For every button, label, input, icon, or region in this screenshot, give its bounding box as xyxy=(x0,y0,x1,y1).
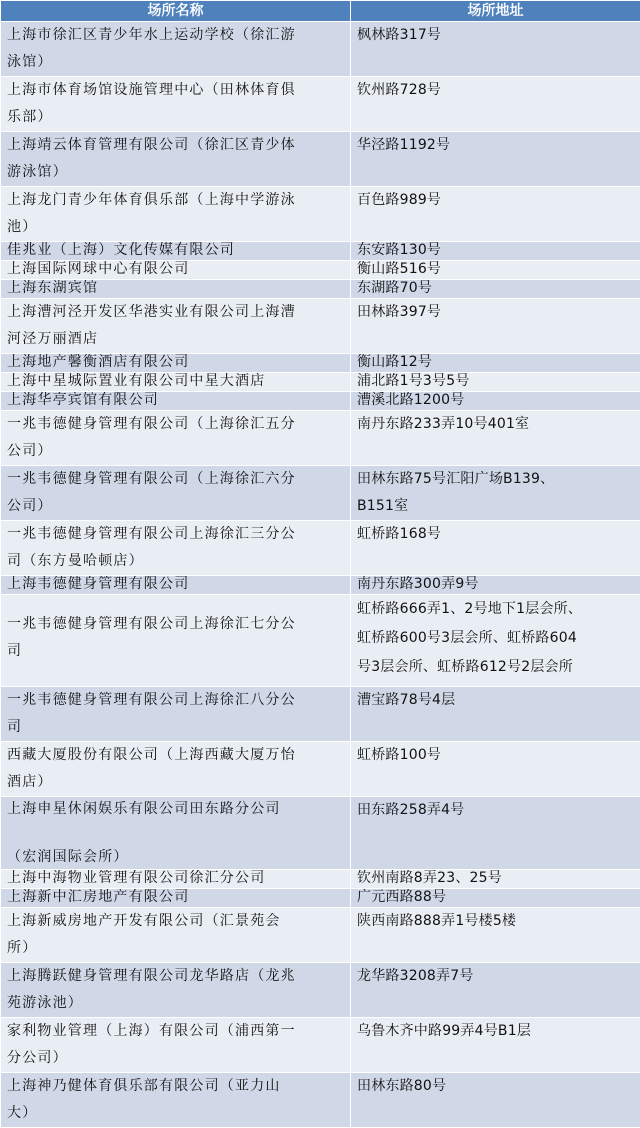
venue-address: 漕宝路78号4层 xyxy=(351,687,640,742)
venue-address: 陕西南路888弄1号楼5楼 xyxy=(351,908,640,963)
table-row xyxy=(1,354,640,373)
table-row xyxy=(1,687,640,742)
table-header-row xyxy=(1,1,640,22)
venue-name: 上海申星休闲娱乐有限公司田东路分公司 （宏润国际会所） xyxy=(1,797,351,870)
venue-address: 虹桥路168号 xyxy=(351,521,640,576)
venue-address: 广元西路88号 xyxy=(351,889,640,908)
venue-name: 上海靖云体育管理有限公司（徐汇区青少体 游泳馆） xyxy=(1,132,351,187)
venue-address: 衡山路12号 xyxy=(351,354,640,373)
venue-name: 一兆韦德健身管理有限公司上海徐汇七分公 司 xyxy=(1,595,351,687)
table-row xyxy=(1,373,640,392)
table-row xyxy=(1,742,640,797)
venue-address: 田林东路75号汇阳广场B139、 B151室 xyxy=(351,466,640,521)
table-row xyxy=(1,908,640,963)
venue-name: 西藏大厦股份有限公司（上海西藏大厦万怡 酒店） xyxy=(1,742,351,797)
venue-name: 上海国际网球中心有限公司 xyxy=(1,261,351,280)
venue-name: 上海新中汇房地产有限公司 xyxy=(1,889,351,908)
table-row xyxy=(1,187,640,242)
venue-name: 佳兆业（上海）文化传媒有限公司 xyxy=(1,242,351,261)
venue-address: 枫林路317号 xyxy=(351,22,640,77)
table-row xyxy=(1,963,640,1018)
venue-name: 上海腾跃健身管理有限公司龙华路店（龙兆 苑游泳池） xyxy=(1,963,351,1018)
venue-address: 东安路130号 xyxy=(351,242,640,261)
venue-address: 钦州南路8弄23、25号 xyxy=(351,870,640,889)
venue-address: 田林东路80号 xyxy=(351,1073,640,1128)
venue-address: 乌鲁木齐中路99弄4号B1层 xyxy=(351,1018,640,1073)
table-row xyxy=(1,889,640,908)
venue-address: 百色路989号 xyxy=(351,187,640,242)
table-row xyxy=(1,521,640,576)
venue-address: 虹桥路100号 xyxy=(351,742,640,797)
venue-address: 钦州路728号 xyxy=(351,77,640,132)
table-row xyxy=(1,299,640,354)
table-row xyxy=(1,1073,640,1128)
venue-name: 上海龙门青少年体育俱乐部（上海中学游泳 池） xyxy=(1,187,351,242)
venue-name: 上海市徐汇区青少年水上运动学校（徐汇游 泳馆） xyxy=(1,22,351,77)
table-row xyxy=(1,77,640,132)
table-row xyxy=(1,392,640,411)
venue-name: 上海神乃健体育俱乐部有限公司（亚力山 大） xyxy=(1,1073,351,1128)
venue-address: 田东路258弄4号 xyxy=(351,797,640,870)
table-row xyxy=(1,797,640,870)
venue-name: 上海东湖宾馆 xyxy=(1,280,351,299)
table-row xyxy=(1,242,640,261)
column-header-address: 场所地址 xyxy=(351,1,640,22)
venue-address: 南丹东路233弄10号401室 xyxy=(351,411,640,466)
table-row xyxy=(1,466,640,521)
venue-name: 一兆韦德健身管理有限公司上海徐汇八分公 司 xyxy=(1,687,351,742)
table-row xyxy=(1,132,640,187)
table-row xyxy=(1,261,640,280)
venue-address: 南丹东路300弄9号 xyxy=(351,576,640,595)
venue-address: 东湖路70号 xyxy=(351,280,640,299)
venue-name: 一兆韦德健身管理有限公司（上海徐汇五分 公司） xyxy=(1,411,351,466)
table-row xyxy=(1,411,640,466)
venue-address: 华泾路1192号 xyxy=(351,132,640,187)
venue-name: 上海新威房地产开发有限公司（汇景苑会 所） xyxy=(1,908,351,963)
column-header-name: 场所名称 xyxy=(1,1,351,22)
venue-name: 上海华亭宾馆有限公司 xyxy=(1,392,351,411)
table-row xyxy=(1,595,640,687)
venue-address: 漕溪北路1200号 xyxy=(351,392,640,411)
venue-address: 龙华路3208弄7号 xyxy=(351,963,640,1018)
venue-name: 上海漕河泾开发区华港实业有限公司上海漕 河泾万丽酒店 xyxy=(1,299,351,354)
venue-address: 虹桥路666弄1、2号地下1层会所、 虹桥路600号3层会所、虹桥路604 号3层会所、虹桥路612号2层会所 xyxy=(351,595,640,687)
venue-address: 浦北路1号3号5号 xyxy=(351,373,640,392)
table-row xyxy=(1,576,640,595)
table-row xyxy=(1,22,640,77)
venue-name: 一兆韦德健身管理有限公司（上海徐汇六分 公司） xyxy=(1,466,351,521)
venue-name: 上海中海物业管理有限公司徐汇分公司 xyxy=(1,870,351,889)
table-row xyxy=(1,1018,640,1073)
venue-name: 上海地产馨衡酒店有限公司 xyxy=(1,354,351,373)
venue-name: 家利物业管理（上海）有限公司（浦西第一 分公司） xyxy=(1,1018,351,1073)
venue-name: 上海中星城际置业有限公司中星大酒店 xyxy=(1,373,351,392)
venue-name: 上海韦德健身管理有限公司 xyxy=(1,576,351,595)
venue-name: 上海市体育场馆设施管理中心（田林体育俱 乐部） xyxy=(1,77,351,132)
venue-address: 衡山路516号 xyxy=(351,261,640,280)
venue-name: 一兆韦德健身管理有限公司上海徐汇三分公 司（东方曼哈顿店） xyxy=(1,521,351,576)
table-row xyxy=(1,280,640,299)
venue-address: 田林路397号 xyxy=(351,299,640,354)
table-row xyxy=(1,870,640,889)
